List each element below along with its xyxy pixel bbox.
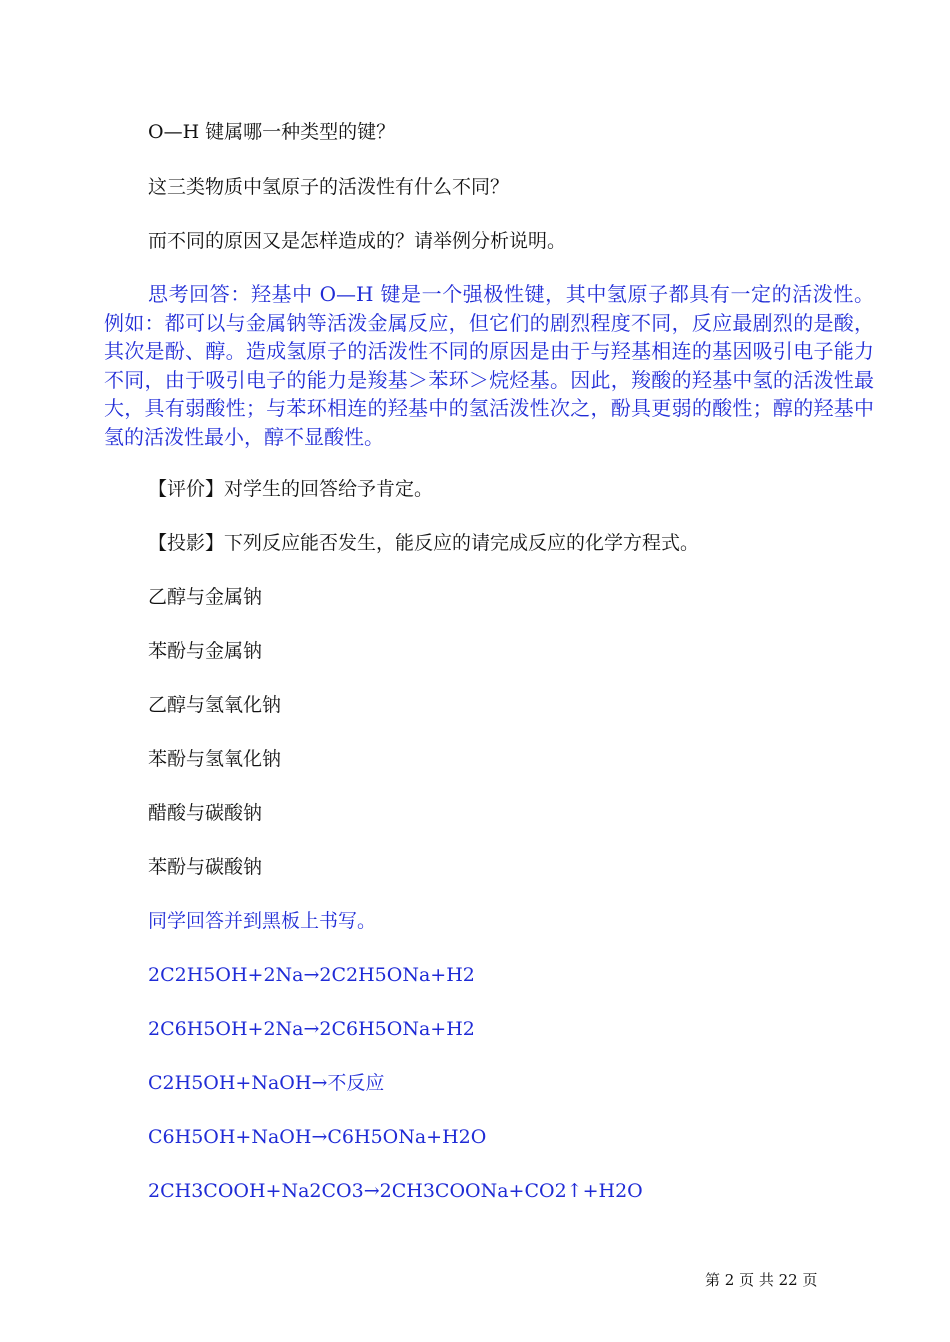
question-3: 而不同的原因又是怎样造成的？请举例分析说明。: [148, 230, 567, 252]
equation-line: C2H5OH+NaOH→不反应: [148, 1072, 385, 1094]
reaction-item: 苯酚与碳酸钠: [148, 856, 263, 878]
reaction-item: 苯酚与金属钠: [148, 640, 263, 662]
page-footer: 第 2 页 共 22 页: [705, 1271, 818, 1289]
evaluation-line: 【评价】对学生的回答给予肯定。: [148, 478, 434, 500]
question-1: O—H 键属哪一种类型的键？: [148, 121, 396, 143]
reaction-item: 苯酚与氢氧化钠: [148, 748, 282, 770]
question-2: 这三类物质中氢原子的活泼性有什么不同？: [148, 176, 510, 198]
equation-line: 2C6H5OH+2Na→2C6H5ONa+H2: [148, 1018, 475, 1040]
projection-line: 【投影】下列反应能否发生，能反应的请完成反应的化学方程式。: [148, 532, 700, 554]
student-note: 同学回答并到黑板上书写。: [148, 910, 377, 932]
equation-line: 2C2H5OH+2Na→2C2H5ONa+H2: [148, 964, 475, 986]
equation-line: 2CH3COOH+Na2CO3→2CH3COONa+CO2↑+H2O: [148, 1180, 643, 1202]
reaction-item: 乙醇与金属钠: [148, 586, 263, 608]
equation-line: C6H5OH+NaOH→C6H5ONa+H2O: [148, 1126, 487, 1148]
reaction-item: 乙醇与氢氧化钠: [148, 694, 282, 716]
reaction-item: 醋酸与碳酸钠: [148, 802, 263, 824]
answer-paragraph: 思考回答：羟基中 O—H 键是一个强极性键，其中氢原子都具有一定的活泼性。例如：都可以与金属钠等活泼金属反应，但它们的剧烈程度不同，反应最剧烈的是酸，其次是酚、醇。造成氢原子的活泼性不同的原因是由于与羟基相连的基因吸引电子能力不同，由于吸引电子的能力是羧基＞苯环＞烷烃基。因此，羧酸的羟基中氢的活泼性最大，具有弱酸性；与苯环相连的羟基中的氢活泼性次之，酚具更弱的酸性；醇的羟基中氢的活泼性最小，醇不显酸性。: [104, 282, 874, 449]
